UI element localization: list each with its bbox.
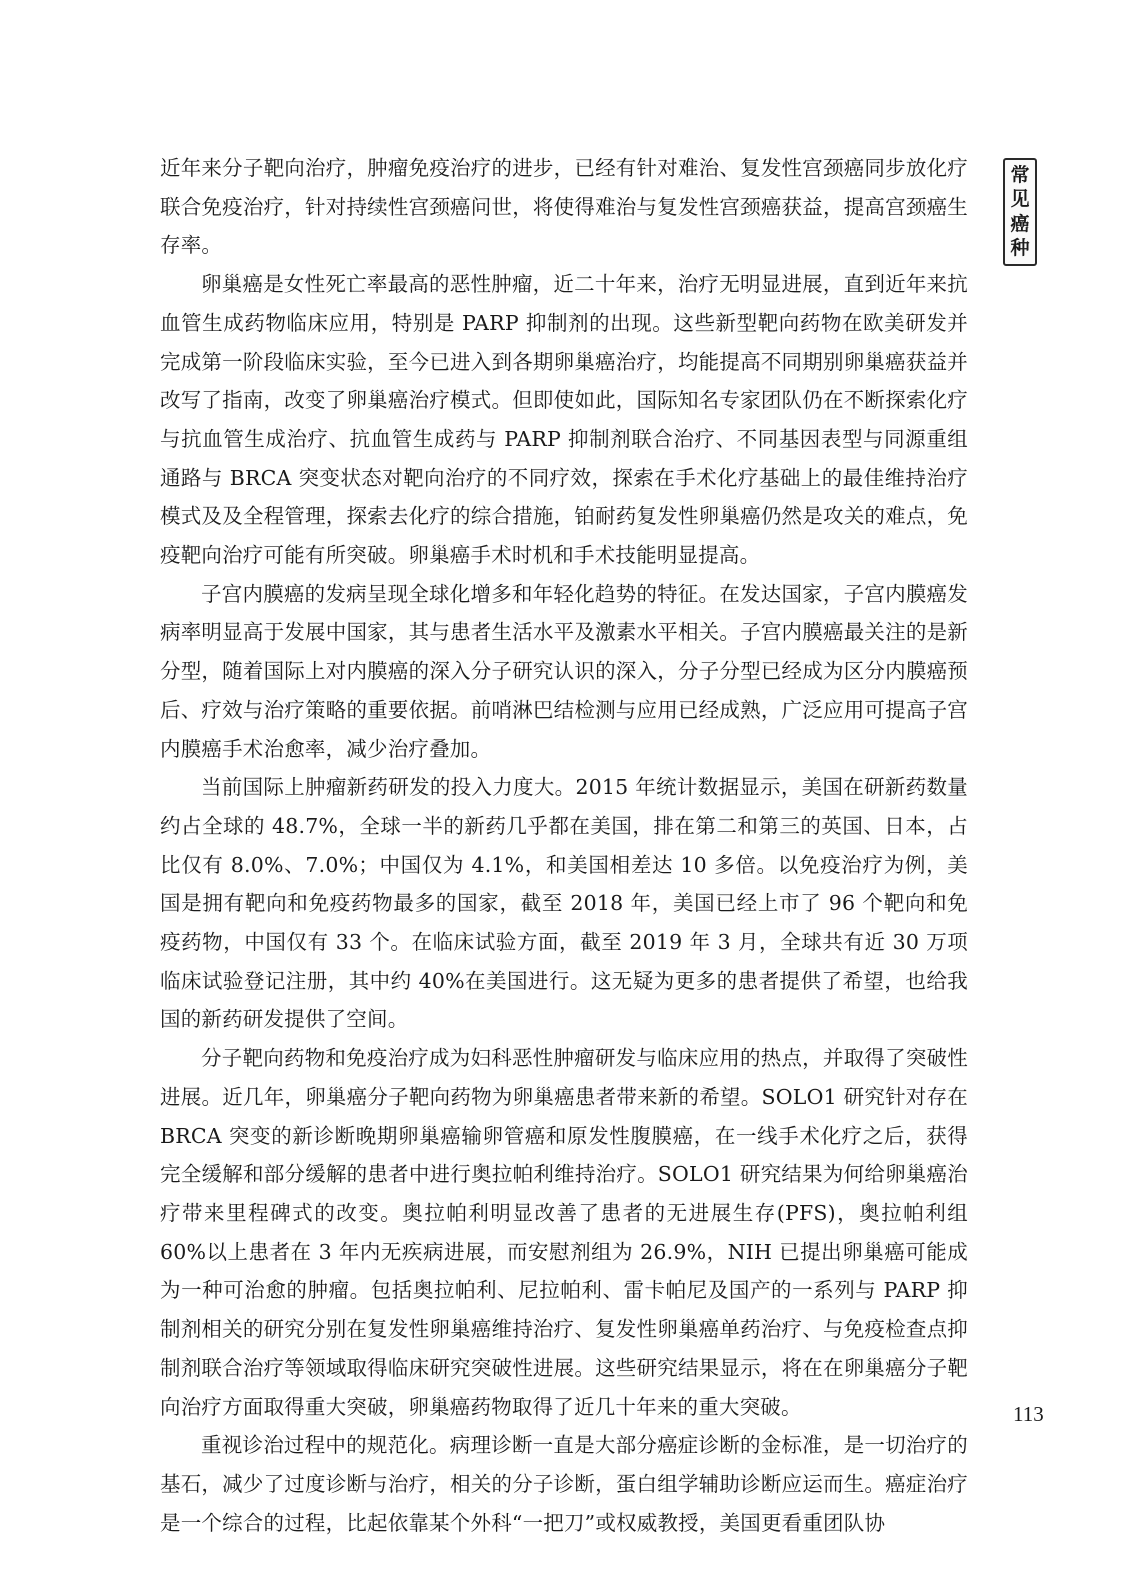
page-number: 113: [1013, 1402, 1044, 1426]
paragraph-2: 卵巢癌是女性死亡率最高的恶性肿瘤，近二十年来，治疗无明显进展，直到近年来抗血管生成药物临床应用，特别是 PARP 抑制剂的出现。这些新型靶向药物在欧美研发并完成第一阶段临床实验，至今已进入到各期卵巢癌治疗，均能提高不同期别卵巢癌获益并改写了指南，改变了卵巢癌治疗模式。但即使如此，国际知名专家团队仍在不断探索化疗与抗血管生成治疗、抗血管生成药与 PARP 抑制剂联合治疗、不同基因表型与同源重组通路与 BRCA 突变状态对靶向治疗的不同疗效，探索在手术化疗基础上的最佳维持治疗模式及及全程管理，探索去化疗的综合措施，铂耐药复发性卵巢癌仍然是攻关的难点，免疫靶向治疗可能有所突破。卵巢癌手术时机和手术技能明显提高。: [160, 272, 968, 568]
paragraph-6: 重视诊治过程中的规范化。病理诊断一直是大部分癌症诊断的金标准，是一切治疗的基石，减少了过度诊断与治疗，相关的分子诊断，蛋白组学辅助诊断应运而生。癌症治疗是一个综合的过程，比起依靠某个外科“一把刀”或权威教授，美国更看重团队协: [160, 1433, 968, 1535]
paragraph-4: 当前国际上肿瘤新药研发的投入力度大。2015 年统计数据显示，美国在研新药数量约占全球的 48.7%，全球一半的新药几乎都在美国，排在第二和第三的英国、日本，占比仅有 8.0%、7.0%；中国仅为 4.1%，和美国相差达 10 多倍。以免疫治疗为例，美国是拥有靶向和免疫药物最多的国家，截至 2018 年，美国已经上市了 96 个靶向和免疫药物，中国仅有 33 个。在临床试验方面，截至 2019 年 3 月，全球共有近 30 万项临床试验登记注册，其中约 40%在美国进行。这无疑为更多的患者提供了希望，也给我国的新药研发提供了空间。: [160, 775, 968, 1032]
side-tab-char-3: 癌: [1010, 212, 1030, 235]
main-text: [160, 149, 968, 1542]
side-tab-char-2: 见: [1010, 188, 1030, 211]
side-tab-char-1: 常: [1010, 163, 1030, 186]
paragraph-1: 近年来分子靶向治疗，肿瘤免疫治疗的进步，已经有针对难治、复发性宫颈癌同步放化疗联合免疫治疗，针对持续性宫颈癌问世，将使得难治与复发性宫颈癌获益，提高宫颈癌生存率。: [160, 156, 968, 258]
paragraph-5: 分子靶向药物和免疫治疗成为妇科恶性肿瘤研发与临床应用的热点，并取得了突破性进展。近几年，卵巢癌分子靶向药物为卵巢癌患者带来新的希望。SOLO1 研究针对存在 BRCA 突变的新诊断晚期卵巢癌输卵管癌和原发性腹膜癌，在一线手术化疗之后，获得完全缓解和部分缓解的患者中进行奥拉帕利维持治疗。SOLO1 研究结果为何给卵巢癌治疗带来里程碑式的改变。奥拉帕利明显改善了患者的无进展生存(PFS)，奥拉帕利组 60%以上患者在 3 年内无疾病进展，而安慰剂组为 26.9%，NIH 已提出卵巢癌可能成为一种可治愈的肿瘤。包括奥拉帕利、尼拉帕利、雷卡帕尼及国产的一系列与 PARP 抑制剂相关的研究分别在复发性卵巢癌维持治疗、复发性卵巢癌单药治疗、与免疫检查点抑制剂联合治疗等领域取得临床研究突破性进展。这些研究结果显示，将在在卵巢癌分子靶向治疗方面取得重大突破，卵巢癌药物取得了近几十年来的重大突破。: [160, 1046, 968, 1419]
chapter-side-tab: [1003, 158, 1037, 266]
paragraph-3: 子宫内膜癌的发病呈现全球化增多和年轻化趋势的特征。在发达国家，子宫内膜癌发病率明显高于发展中国家，其与患者生活水平及激素水平相关。子宫内膜癌最关注的是新分型，随着国际上对内膜癌的深入分子研究认识的深入，分子分型已经成为区分内膜癌预后、疗效与治疗策略的重要依据。前哨淋巴结检测与应用已经成熟，广泛应用可提高子宫内膜癌手术治愈率，减少治疗叠加。: [160, 581, 968, 761]
side-tab-char-4: 种: [1010, 237, 1030, 260]
